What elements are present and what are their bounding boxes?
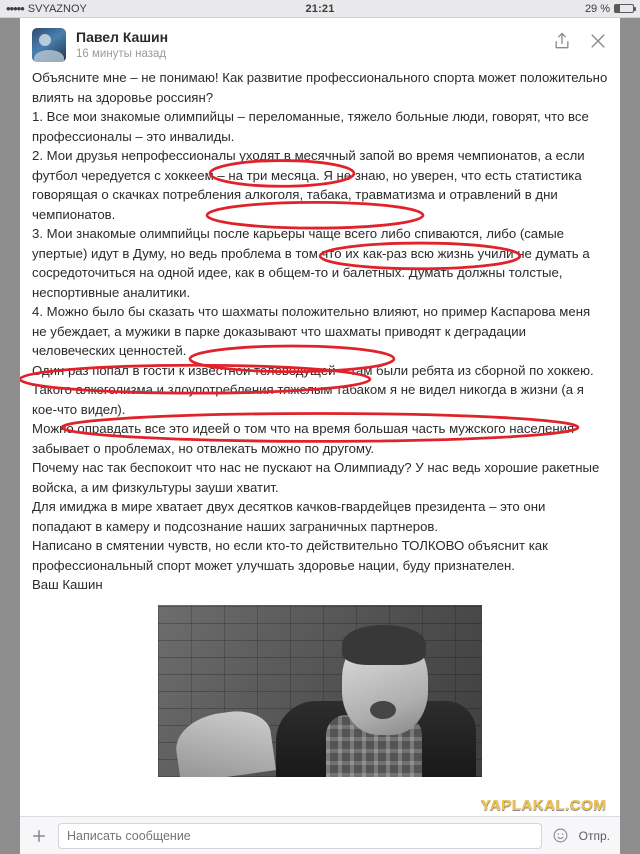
message-input[interactable] xyxy=(67,829,533,843)
message-composer xyxy=(20,816,620,854)
post-paragraph: Один раз попал в гости к известной телеведущей – там были ребята из сборной по хоккею. Такого алкоголизма и злоупотребления тяжелым табаком я не видел никогда в жизни (а я кое-что видел). xyxy=(32,362,594,417)
avatar[interactable] xyxy=(32,28,66,62)
post-paragraph: Объясните мне – не понимаю! Как развитие профессионального спорта может положительно влиять на здоровье россиян? xyxy=(32,70,608,105)
post-header xyxy=(20,18,620,68)
post-paragraph: 1. Все мои знакомые олимпийцы – переломанные, тяжело больные люди, говорят, что все профессионалы – это инвалиды. xyxy=(32,109,589,144)
send-button[interactable]: Отпр. xyxy=(578,828,610,843)
clock-label: 21:21 xyxy=(305,2,335,15)
status-bar-right xyxy=(335,3,634,15)
post-paragraph: 2. Мои друзья непрофессионалы уходят в месячный запой во время чемпионатов, а если футбол чередуется с хоккеем – на три месяца. Я не знаю, но уверен, что есть статистика говорящая о скачках потребления алкоголя, табака, травматизма и отравлений в дни чемпионатов. xyxy=(32,148,585,222)
status-bar-left xyxy=(6,2,305,15)
photo-man-shouting[interactable] xyxy=(158,605,482,777)
battery-icon xyxy=(614,4,634,13)
post-author-name[interactable]: Павел Кашин xyxy=(76,29,169,45)
battery-percent-label: 29 % xyxy=(584,2,611,15)
status-bar xyxy=(0,0,640,18)
post-paragraph: Ваш Кашин xyxy=(32,577,103,592)
post-header-actions xyxy=(552,28,608,51)
close-icon[interactable] xyxy=(588,31,608,51)
post-body xyxy=(20,68,620,599)
message-input-wrap[interactable] xyxy=(58,823,542,849)
signal-strength-icon: ••••• xyxy=(6,1,24,16)
share-icon[interactable] xyxy=(552,31,572,51)
post-paragraph: Написано в смятении чувств, но если кто-то действительно ТОЛКОВО объяснит как профессиональный спорт может улучшать здоровье нации, буду признателен. xyxy=(32,538,548,573)
post-paragraph: 4. Можно было бы сказать что шахматы положительно влияют, но пример Каспарова меня не убеждает, а мужики в парке доказывают что шахматы приводят к деградации человеческих ценностей. xyxy=(32,304,591,358)
post-card xyxy=(20,18,620,854)
post-paragraph: Почему нас так беспокоит что нас не пускают на Олимпиаду? У нас ведь хорошие ракетные войска, а им физкультуры зауши хватит. xyxy=(32,460,600,495)
carrier-label: SVYAZNOY xyxy=(27,2,87,15)
post-timestamp: 16 минуты назад xyxy=(76,48,167,60)
post-paragraph: Для имиджа в мире хватает двух десятков качков-гвардейцев президента – это они попадают в камеру и подсознание наших заграничных партнеров. xyxy=(32,499,546,534)
page-background xyxy=(0,18,640,854)
smiley-icon[interactable] xyxy=(552,827,569,844)
post-author-block xyxy=(76,28,542,60)
post-image-wrap xyxy=(20,599,620,777)
plus-icon[interactable] xyxy=(30,827,48,845)
site-watermark: YAPLAKAL.COM xyxy=(480,797,606,814)
post-paragraph: Можно оправдать все это идеей о том что на время большая часть мужского населения забывает о проблемах, но отвлекать можно по другому. xyxy=(32,421,575,456)
post-paragraph: 3. Мои знакомые олимпийцы после карьеры чаще всего либо спиваются, либо (самые упертые) идут в Думу, но ведь проблема в том что их как-раз всю жизнь учили не думать а сосредоточиться на одной идее, как в общем-то и балетных. Думать должны толстые, неспортивные аналитики. xyxy=(32,226,590,300)
